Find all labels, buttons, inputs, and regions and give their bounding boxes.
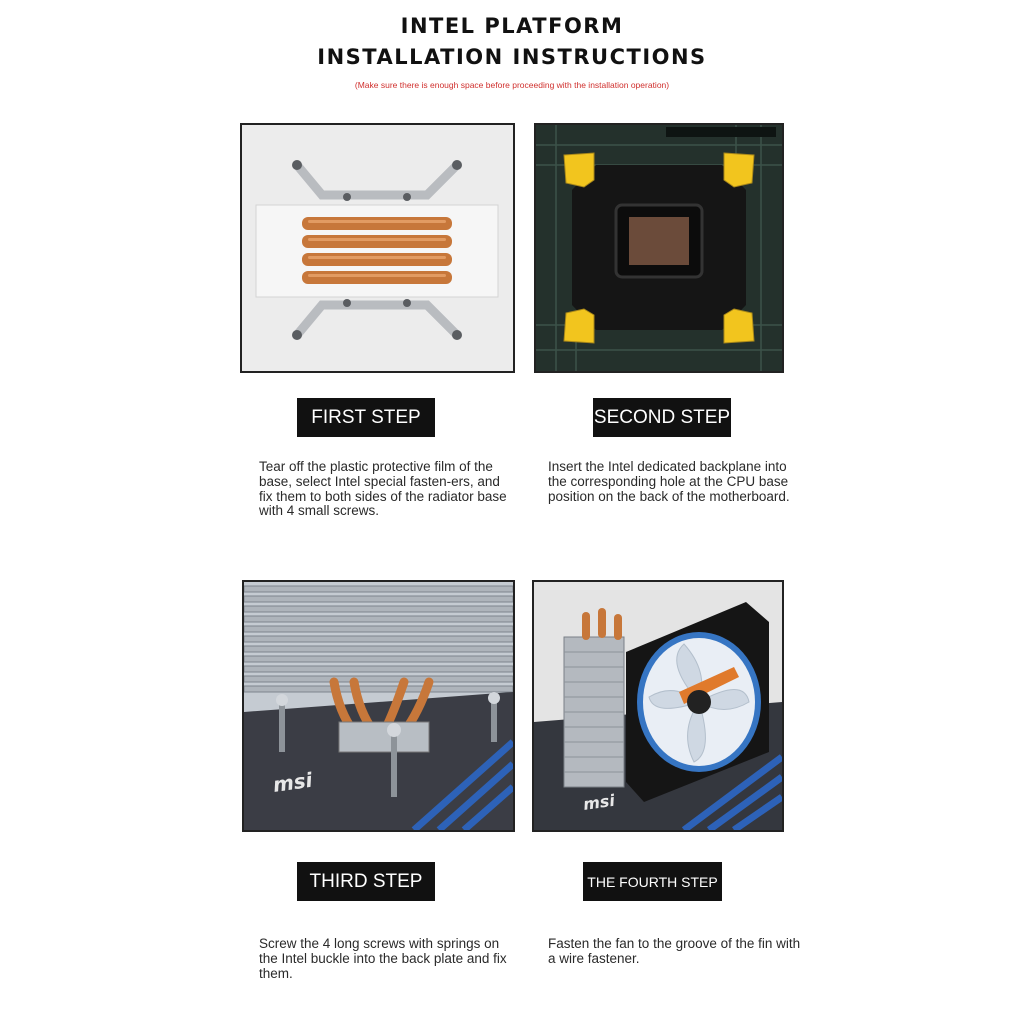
first-step-label: FIRST STEP [297,398,435,437]
page-title-line-2: INSTALLATION INSTRUCTIONS [317,45,707,69]
third-step-photo [242,580,515,832]
second-step-label: SECOND STEP [593,398,731,437]
board-brand-logo: msi [581,790,616,814]
third-step-label: THIRD STEP [297,862,435,901]
first-step-photo [240,123,515,373]
third-step-description: Screw the 4 long screws with springs on the Intel buckle into the back plate and fix them. [259,936,507,981]
second-step-description: Insert the Intel dedicated backplane into the corresponding hole at the CPU base position on the back of the motherboard. [548,459,790,504]
fourth-step-description: Fasten the fan to the groove of the fin with a wire fastener. [548,936,801,966]
board-brand-logo: msi [271,767,314,797]
warning-note: (Make sure there is enough space before proceeding with the installation operation) [354,80,670,90]
fourth-step-photo [532,580,784,832]
second-step-photo [534,123,784,373]
first-step-description: Tear off the plastic protective film of the base, select Intel special fasten-ers, and fix them to both sides of the radiator base with 4 small screws. [259,459,507,519]
fourth-step-label: THE FOURTH STEP [583,862,722,901]
page-title-line-1: INTEL PLATFORM [400,14,624,38]
